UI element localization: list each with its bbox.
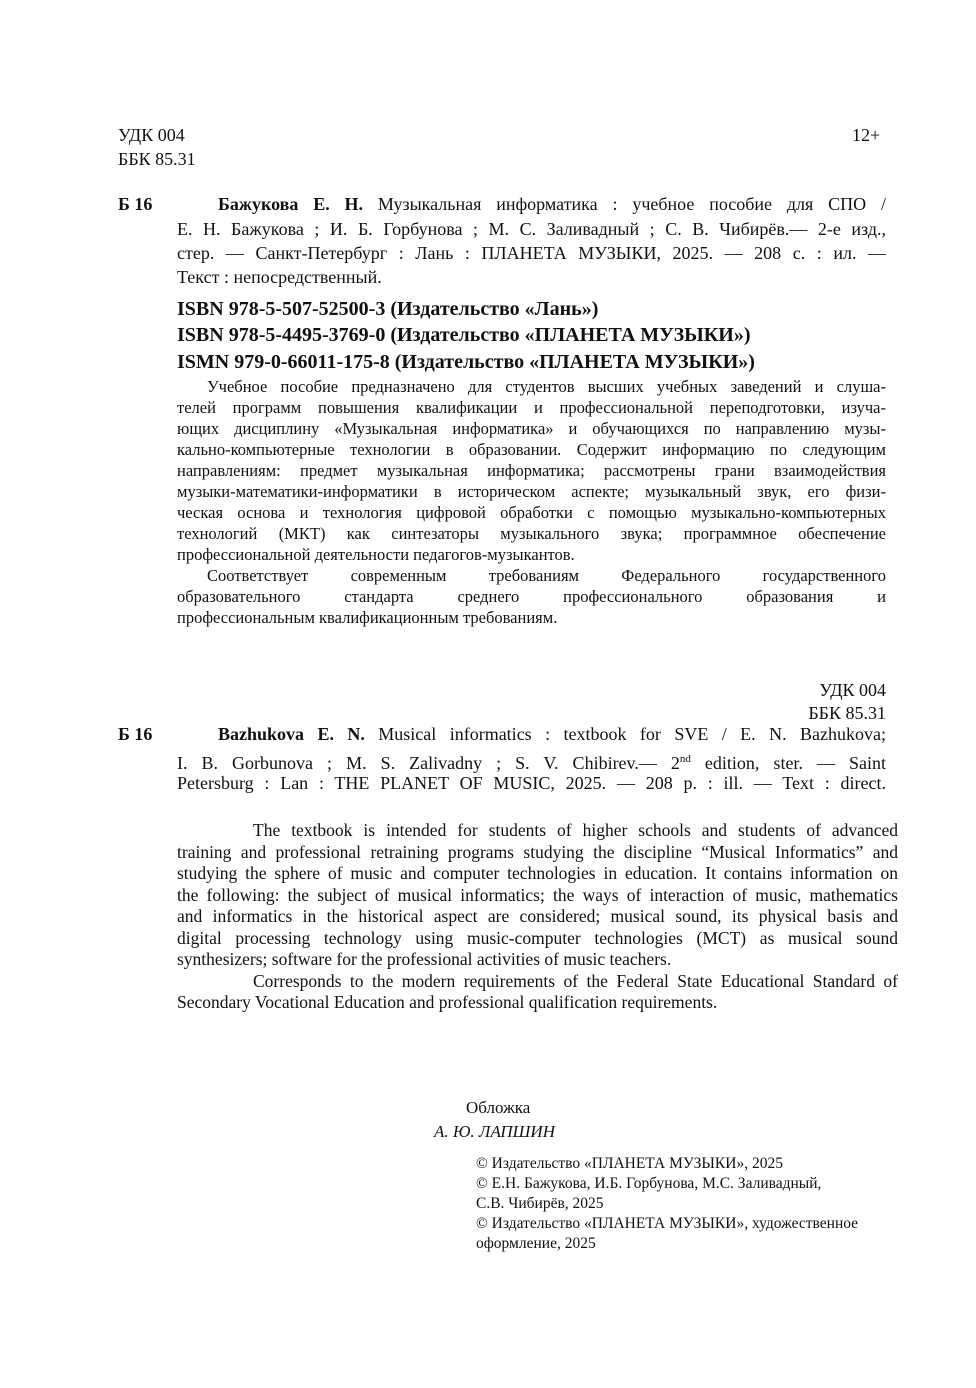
en-title: Musical informatics : textbook for SVE / E. N. Bazhukova;: [378, 724, 886, 744]
en-udk-code: УДК 004: [819, 680, 886, 700]
udk-code: УДК 004: [118, 125, 185, 145]
copyright-line: оформление, 2025: [476, 1235, 596, 1252]
isbn-lan: ISBN 978-5-507-52500-3 (Издательство «Лань»): [177, 298, 599, 320]
en-abstract: The textbook is intended for students of higher schools and students of advanced training and professional retraining programs studying the discipline “Musical Informatics” and studying the sphere of music and computer technologies in education. It contains information on the following: the subject of musical informatics; the ways of interaction of music, mathematics and informatics in the historical aspect are considered; musical sound, its physical basis and digital processing technology using music-computer technologies (MCT) as musical sound synthesizers; software for the professional activities of music teachers. Corresponds to the modern requirements of the Federal State Educational Standard of Secondary Vocational Education and professional qualification requirements.: [177, 820, 898, 1012]
ru-entry-code: Б 16: [118, 194, 153, 214]
ismn-planet: ISMN 979-0-66011-175-8 (Издательство «ПЛАНЕТА МУЗЫКИ»): [177, 351, 755, 373]
copyright-line: С.В. Чибирёв, 2025: [476, 1195, 604, 1212]
bbk-code: ББК 85.31: [118, 149, 196, 169]
en-author: Bazhukova E. N.: [218, 724, 365, 744]
ru-entry-line-4: Текст : непосредственный.: [177, 267, 382, 287]
en-entry-code: Б 16: [118, 724, 153, 744]
copyright-line: © Издательство «ПЛАНЕТА МУЗЫКИ», художественное: [476, 1215, 859, 1232]
copyright-line: © Издательство «ПЛАНЕТА МУЗЫКИ», 2025: [476, 1155, 783, 1172]
cover-artist: А. Ю. ЛАПШИН: [434, 1122, 555, 1141]
ru-author: Бажукова Е. Н.: [218, 194, 364, 214]
copyright-line: © Е.Н. Бажукова, И.Б. Горбунова, М.С. Заливадный,: [476, 1175, 822, 1192]
age-rating: 12+: [852, 125, 881, 145]
ru-entry-line-2: Е. Н. Бажукова ; И. Б. Горбунова ; М. С. Заливадный ; С. В. Чибирёв.— 2-е изд.,: [177, 219, 886, 239]
en-entry-title-line: [218, 722, 886, 746]
ru-entry-line-3: стер. — Санкт-Петербург : Лань : ПЛАНЕТА МУЗЫКИ, 2025. — 208 с. : ил. —: [177, 243, 886, 263]
en-bbk-code: ББК 85.31: [808, 703, 886, 723]
ru-title: Музыкальная информатика : учебное пособие для СПО /: [377, 194, 887, 214]
cover-label: Обложка: [466, 1098, 531, 1117]
en-entry-line-2: I. B. Gorbunova ; M. S. Zalivadny ; S. V. Chibirev.— 2nd edition, ster. — Saint: [177, 753, 886, 773]
en-entry-line-3: Petersburg : Lan : THE PLANET OF MUSIC, 2025. — 208 p. : ill. — Text : direct.: [177, 773, 886, 793]
ru-entry-title-line: [218, 192, 886, 216]
ru-abstract: Учебное пособие предназначено для студентов высших учебных заведений и слуша- телей программ повышения квалификации и профессиональной переподготовки, изуча- ющих дисциплину «Музыкальная информатика» и обучающихся по направлению музы- кально-компьютерные технологии в образовании. Содержит информацию по следующим направлениям: предмет музыкальная информатика; рассмотрены грани взаимодействия музыки-математики-информатики в историческом аспекте; музыкальный звук, его физи- ческая основа и технология цифровой обработки с помощью музыкально-компьютерных технологий (МКТ) как синтезаторы музыкального звука; программное обеспечение профессиональной деятельности педагогов-музыкантов. Соответствует современным требованиям Федерального государственного образовательного стандарта среднего профессионального образования и профессиональным квалификационным требованиям.: [177, 377, 886, 627]
isbn-planet: ISBN 978-5-4495-3769-0 (Издательство «ПЛАНЕТА МУЗЫКИ»): [177, 324, 751, 346]
copyright-block: [476, 1154, 858, 1254]
